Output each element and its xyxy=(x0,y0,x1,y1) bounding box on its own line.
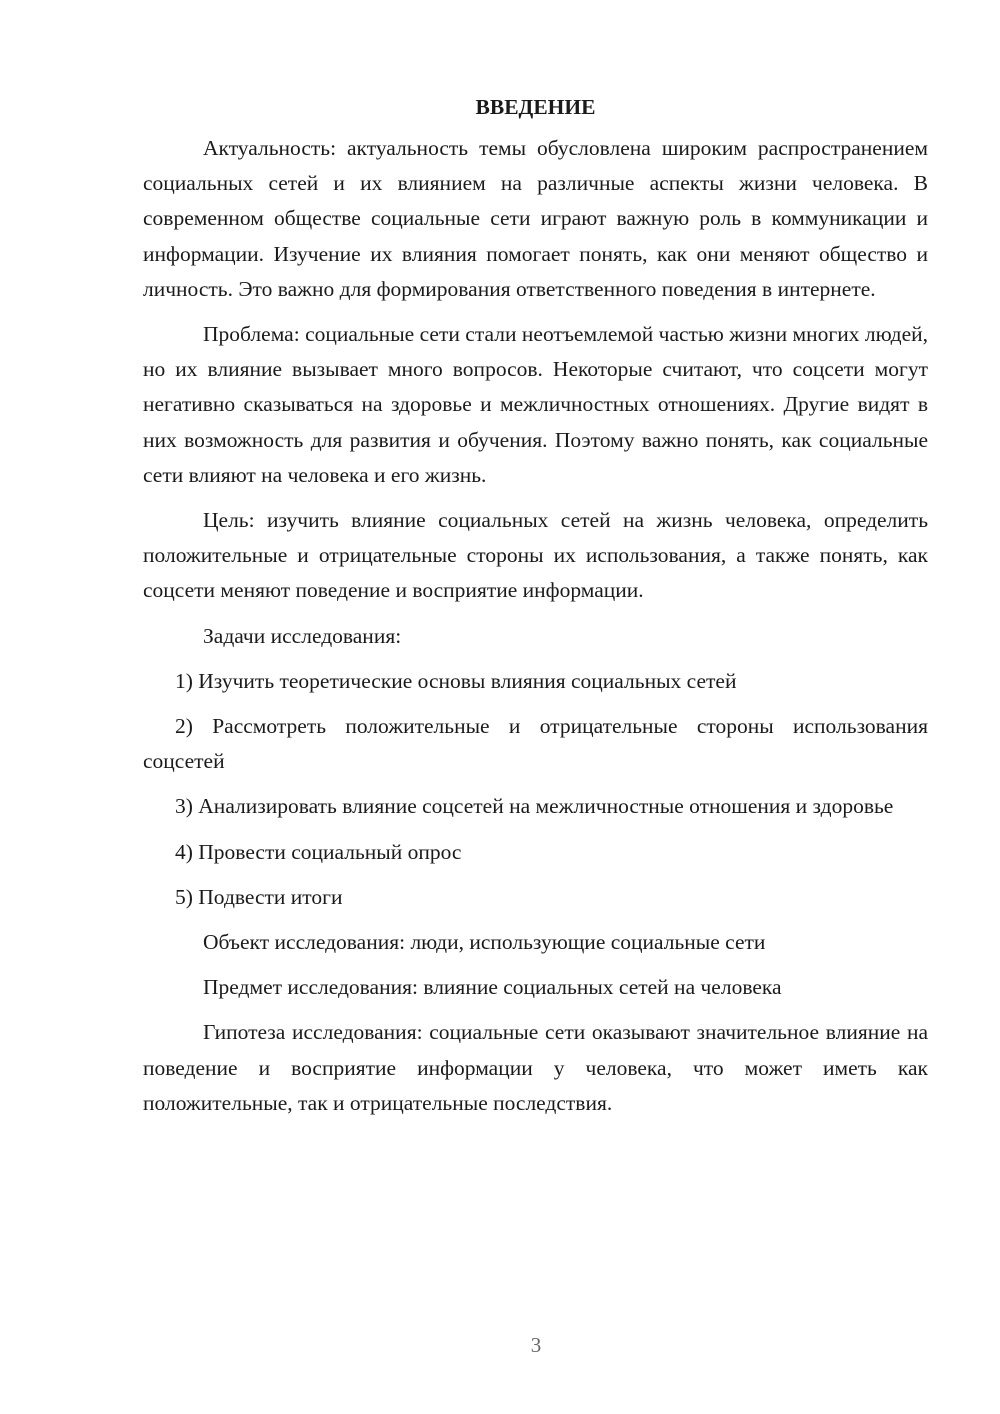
task-item-4: 4) Провести социальный опрос xyxy=(175,839,462,864)
task-item-3: 3) Анализировать влияние соцсетей на межличностные отношения и здоровье xyxy=(175,794,894,819)
page-content xyxy=(143,90,928,1131)
task-item-1: 1) Изучить теоретические основы влияния социальных сетей xyxy=(175,668,737,693)
paragraph-hypothesis: Гипотеза исследования: социальные сети оказывают значительное влияние на поведение и восприятие информации у человека, что может иметь как положительные, так и отрицательные последствия. xyxy=(143,1020,928,1115)
paragraph-goal: Цель: изучить влияние социальных сетей на жизнь человека, определить положительные и отрицательные стороны их использования, а также понять, как соцсети меняют поведение и восприятие информации. xyxy=(143,508,928,603)
paragraph-problem: Проблема: социальные сети стали неотъемлемой частью жизни многих людей, но их влияние вызывает много вопросов. Некоторые считают, что соцсети могут негативно сказываться на здоровье и межличностных отношениях. Другие видят в них возможность для развития и обучения. Поэтому важно понять, как социальные сети влияют на человека и его жизнь. xyxy=(143,322,928,487)
paragraph-object: Объект исследования: люди, использующие социальные сети xyxy=(203,930,766,955)
task-item-5: 5) Подвести итоги xyxy=(175,884,343,909)
task-item-2: 2) Рассмотреть положительные и отрицательные стороны использования соцсетей xyxy=(143,714,928,774)
page-number: 3 xyxy=(530,1333,542,1357)
paragraph-subject: Предмет исследования: влияние социальных сетей на человека xyxy=(203,975,782,1000)
page-title: ВВЕДЕНИЕ xyxy=(475,95,596,119)
paragraph-relevance: Актуальность: актуальность темы обусловлена широким распространением социальных сетей и их влиянием на различные аспекты жизни человека. В современном обществе социальные сети играют важную роль в коммуникации и информации. Изучение их влияния помогает понять, как они меняют общество и личность. Это важно для формирования ответственного поведения в интернете. xyxy=(143,136,928,301)
paragraph-tasks-heading: Задачи исследования: xyxy=(203,623,402,648)
